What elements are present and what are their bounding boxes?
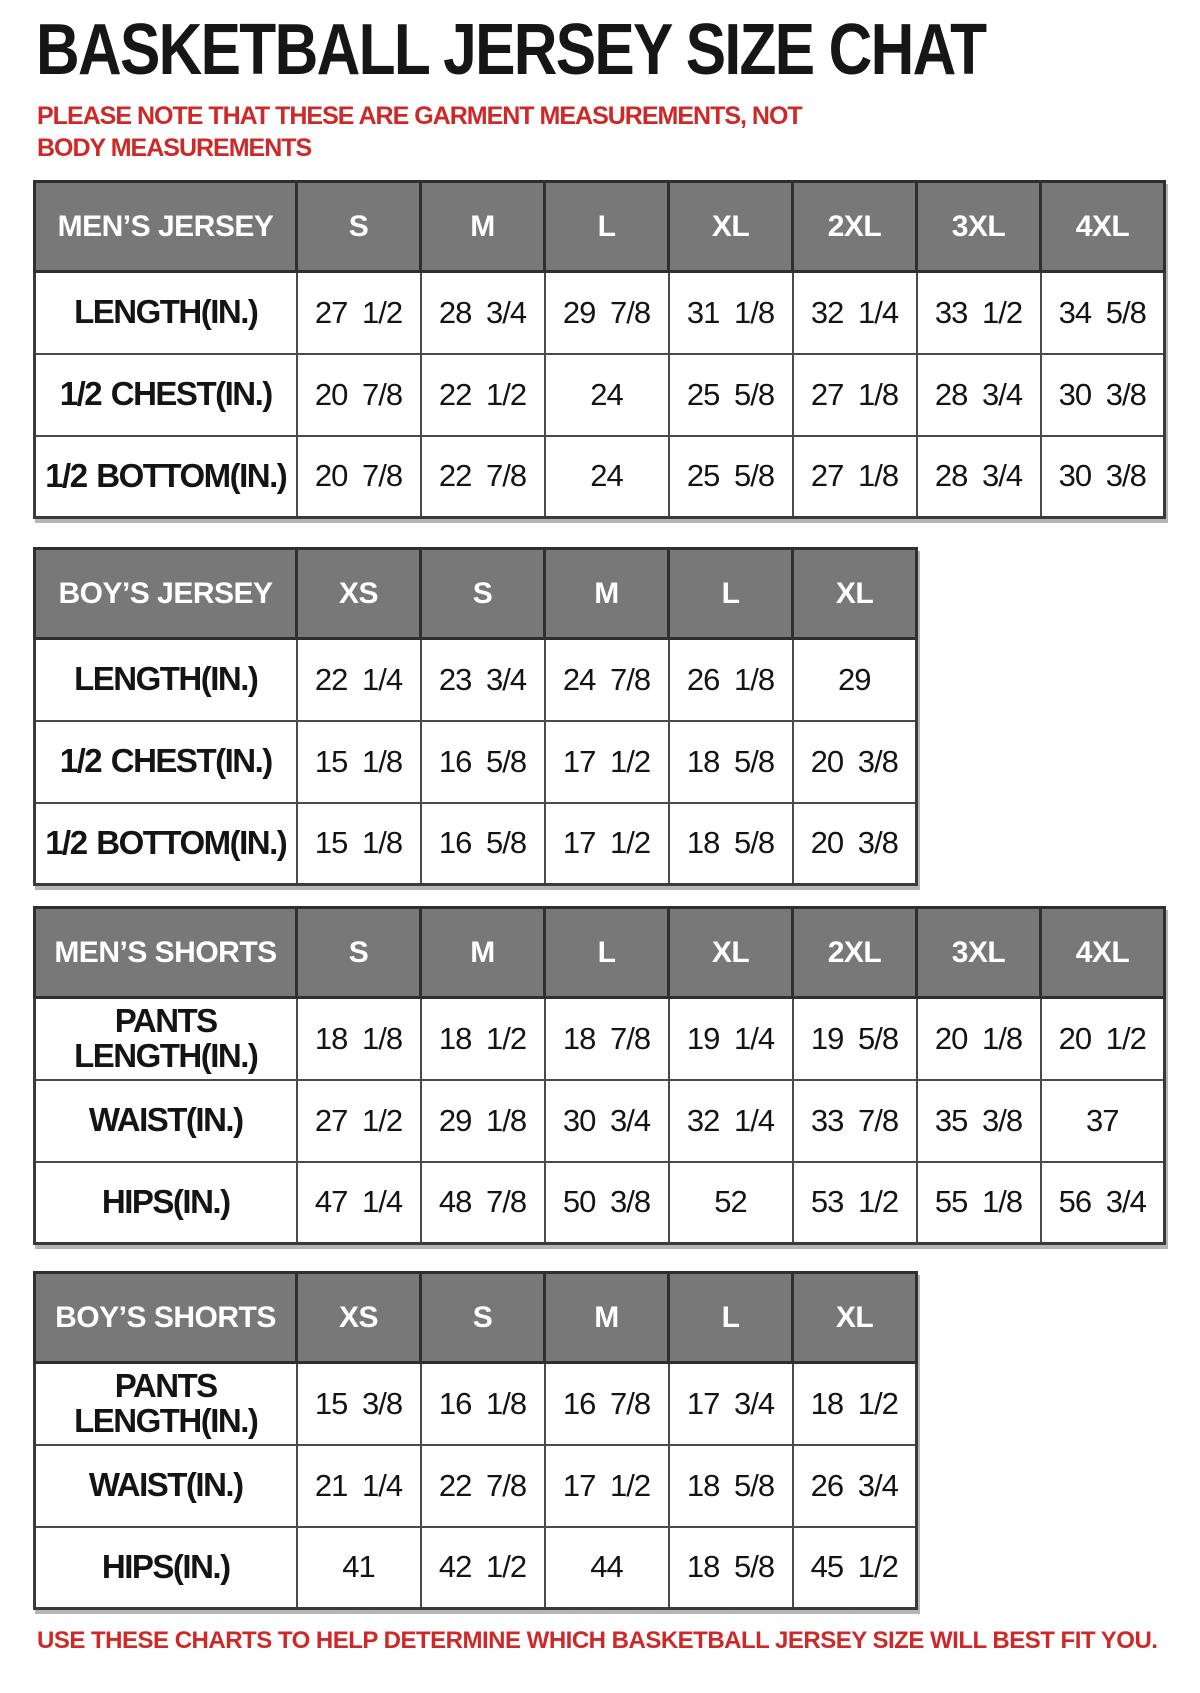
table-row	[35, 721, 917, 803]
size-value-cell: 16 1/8	[421, 1363, 545, 1445]
size-header-cell: XL	[669, 908, 793, 998]
size-value-cell: 18 5/8	[669, 1445, 793, 1527]
size-header-cell: S	[421, 549, 545, 639]
size-header-cell: XL	[669, 182, 793, 272]
size-value-cell: 20 1/8	[917, 998, 1041, 1080]
size-value-cell: 17 1/2	[545, 803, 669, 885]
boy-s-jersey-table	[33, 547, 918, 886]
men-s-jersey-table	[33, 180, 1166, 519]
size-header-cell: S	[297, 908, 421, 998]
size-value-cell: 28 3/4	[421, 272, 545, 354]
size-value-cell: 17 3/4	[669, 1363, 793, 1445]
size-value-cell: 41	[297, 1527, 421, 1609]
size-value-cell: 18 5/8	[669, 721, 793, 803]
size-value-cell: 17 1/2	[545, 721, 669, 803]
page-title	[36, 10, 1200, 90]
size-header-cell: S	[421, 1273, 545, 1363]
size-value-cell: 30 3/8	[1041, 436, 1165, 518]
page-title-text: BASKETBALL JERSEY SIZE CHAT	[36, 10, 986, 90]
size-value-cell: 27 1/8	[793, 354, 917, 436]
size-value-cell: 20 3/8	[793, 721, 917, 803]
size-value-cell: 18 1/8	[297, 998, 421, 1080]
size-header-cell: M	[421, 908, 545, 998]
size-value-cell: 25 5/8	[669, 436, 793, 518]
table-row	[35, 354, 1165, 436]
size-value-cell: 33 1/2	[917, 272, 1041, 354]
size-header-cell: 4XL	[1041, 182, 1165, 272]
size-value-cell: 35 3/8	[917, 1080, 1041, 1162]
size-header-cell: XL	[793, 549, 917, 639]
size-value-cell: 32 1/4	[793, 272, 917, 354]
size-header-cell: M	[421, 182, 545, 272]
table-row	[35, 639, 917, 721]
size-value-cell: 24	[545, 354, 669, 436]
size-value-cell: 28 3/4	[917, 436, 1041, 518]
size-value-cell: 20 1/2	[1041, 998, 1165, 1080]
size-value-cell: 34 5/8	[1041, 272, 1165, 354]
boy-s-shorts-title-cell: BOY’S SHORTS	[35, 1273, 297, 1363]
size-value-cell: 18 1/2	[421, 998, 545, 1080]
size-value-cell: 19 1/4	[669, 998, 793, 1080]
size-value-cell: 55 1/8	[917, 1162, 1041, 1244]
size-value-cell: 24 7/8	[545, 639, 669, 721]
size-value-cell: 56 3/4	[1041, 1162, 1165, 1244]
size-value-cell: 20 3/8	[793, 803, 917, 885]
table-row	[35, 998, 1165, 1080]
size-value-cell: 45 1/2	[793, 1527, 917, 1609]
size-value-cell: 22 1/4	[297, 639, 421, 721]
size-value-cell: 53 1/2	[793, 1162, 917, 1244]
size-value-cell: 20 7/8	[297, 354, 421, 436]
measurement-label-cell: WAIST(IN.)	[35, 1445, 297, 1527]
measurement-label-cell: 1/2 CHEST(IN.)	[35, 721, 297, 803]
size-value-cell: 20 7/8	[297, 436, 421, 518]
measurement-label-cell: 1/2 CHEST(IN.)	[35, 354, 297, 436]
measurement-label-cell: WAIST(IN.)	[35, 1080, 297, 1162]
size-value-cell: 27 1/2	[297, 272, 421, 354]
header-row	[35, 182, 1165, 272]
size-value-cell: 22 7/8	[421, 436, 545, 518]
size-value-cell: 17 1/2	[545, 1445, 669, 1527]
measurement-label-cell: LENGTH(IN.)	[35, 272, 297, 354]
measurement-label-cell: HIPS(IN.)	[35, 1162, 297, 1244]
size-header-cell: M	[545, 549, 669, 639]
size-header-cell: S	[297, 182, 421, 272]
men-s-shorts-title-cell: MEN’S SHORTS	[35, 908, 297, 998]
measurement-label-cell: PANTS LENGTH(IN.)	[35, 998, 297, 1080]
size-header-cell: 3XL	[917, 908, 1041, 998]
size-header-cell: L	[545, 908, 669, 998]
size-value-cell: 25 5/8	[669, 354, 793, 436]
size-value-cell: 50 3/8	[545, 1162, 669, 1244]
size-value-cell: 37	[1041, 1080, 1165, 1162]
size-header-cell: XL	[793, 1273, 917, 1363]
size-value-cell: 19 5/8	[793, 998, 917, 1080]
size-value-cell: 52	[669, 1162, 793, 1244]
size-value-cell: 47 1/4	[297, 1162, 421, 1244]
size-value-cell: 24	[545, 436, 669, 518]
size-header-cell: L	[669, 1273, 793, 1363]
table-row	[35, 1363, 917, 1445]
size-value-cell: 15 1/8	[297, 803, 421, 885]
size-value-cell: 28 3/4	[917, 354, 1041, 436]
men-s-shorts-table	[33, 906, 1166, 1245]
size-chart-page	[0, 10, 1200, 1693]
header-row	[35, 549, 917, 639]
size-value-cell: 15 3/8	[297, 1363, 421, 1445]
boy-s-shorts-table	[33, 1271, 918, 1610]
size-value-cell: 16 7/8	[545, 1363, 669, 1445]
size-value-cell: 27 1/8	[793, 436, 917, 518]
size-header-cell: L	[545, 182, 669, 272]
size-value-cell: 31 1/8	[669, 272, 793, 354]
table-row	[35, 1527, 917, 1609]
size-header-cell: 4XL	[1041, 908, 1165, 998]
size-value-cell: 23 3/4	[421, 639, 545, 721]
size-header-cell: XS	[297, 549, 421, 639]
size-value-cell: 33 7/8	[793, 1080, 917, 1162]
size-value-cell: 26 1/8	[669, 639, 793, 721]
size-value-cell: 18 7/8	[545, 998, 669, 1080]
measurement-label-cell: HIPS(IN.)	[35, 1527, 297, 1609]
size-value-cell: 29	[793, 639, 917, 721]
size-value-cell: 30 3/4	[545, 1080, 669, 1162]
size-header-cell: 3XL	[917, 182, 1041, 272]
size-value-cell: 44	[545, 1527, 669, 1609]
size-value-cell: 22 7/8	[421, 1445, 545, 1527]
table-row	[35, 1162, 1165, 1244]
measurement-label-cell: 1/2 BOTTOM(IN.)	[35, 436, 297, 518]
size-header-cell: 2XL	[793, 908, 917, 998]
size-value-cell: 27 1/2	[297, 1080, 421, 1162]
size-value-cell: 22 1/2	[421, 354, 545, 436]
men-s-jersey-title-cell: MEN’S JERSEY	[35, 182, 297, 272]
size-value-cell: 15 1/8	[297, 721, 421, 803]
size-value-cell: 29 1/8	[421, 1080, 545, 1162]
table-row	[35, 1445, 917, 1527]
table-row	[35, 1080, 1165, 1162]
size-value-cell: 29 7/8	[545, 272, 669, 354]
size-value-cell: 26 3/4	[793, 1445, 917, 1527]
size-value-cell: 18 1/2	[793, 1363, 917, 1445]
size-header-cell: L	[669, 549, 793, 639]
garment-measurements-note: PLEASE NOTE THAT THESE ARE GARMENT MEASUREMENTS, NOT BODY MEASUREMENTS	[37, 102, 802, 162]
size-tables-container	[0, 180, 1200, 1610]
size-header-cell: 2XL	[793, 182, 917, 272]
header-row	[35, 908, 1165, 998]
size-value-cell: 16 5/8	[421, 803, 545, 885]
size-value-cell: 48 7/8	[421, 1162, 545, 1244]
size-value-cell: 16 5/8	[421, 721, 545, 803]
size-value-cell: 21 1/4	[297, 1445, 421, 1527]
table-row	[35, 803, 917, 885]
size-value-cell: 42 1/2	[421, 1527, 545, 1609]
boy-s-jersey-title-cell: BOY’S JERSEY	[35, 549, 297, 639]
size-value-cell: 18 5/8	[669, 803, 793, 885]
measurement-label-cell: PANTS LENGTH(IN.)	[35, 1363, 297, 1445]
size-value-cell: 30 3/8	[1041, 354, 1165, 436]
table-row	[35, 272, 1165, 354]
size-value-cell: 32 1/4	[669, 1080, 793, 1162]
size-header-cell: M	[545, 1273, 669, 1363]
table-row	[35, 436, 1165, 518]
header-row	[35, 1273, 917, 1363]
best-fit-note: USE THESE CHARTS TO HELP DETERMINE WHICH BASKETBALL JERSEY SIZE WILL BEST FIT YOU.	[37, 1627, 1158, 1654]
size-header-cell: XS	[297, 1273, 421, 1363]
measurement-label-cell: 1/2 BOTTOM(IN.)	[35, 803, 297, 885]
size-value-cell: 18 5/8	[669, 1527, 793, 1609]
measurement-label-cell: LENGTH(IN.)	[35, 639, 297, 721]
